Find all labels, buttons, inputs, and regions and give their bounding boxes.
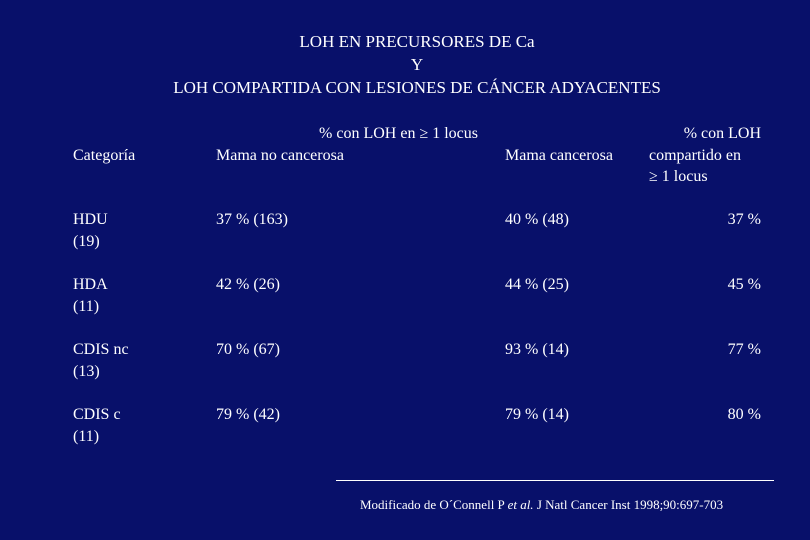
footnote-prefix: Modificado de O´Connell P (360, 497, 508, 512)
header-shared-line-3: ≥ 1 locus (649, 168, 708, 185)
row-cancer-value: 44 % (25) (505, 276, 569, 293)
title-line-2: Y (410, 55, 424, 74)
footnote-suffix: J Natl Cancer Inst 1998;90:697-703 (533, 497, 724, 512)
row-cancer-value: 40 % (48) (505, 211, 569, 228)
header-cancer: Mama cancerosa (505, 147, 613, 164)
footnote-citation (360, 496, 723, 514)
row-count: (19) (73, 233, 100, 250)
row-count: (11) (73, 298, 100, 315)
row-non-cancer-value: 70 % (67) (216, 341, 280, 358)
title-line-1: LOH EN PRECURSORES DE Ca (299, 32, 535, 51)
row-category: HDU (73, 211, 108, 228)
title-line-3: LOH COMPARTIDA CON LESIONES DE CÁNCER ADYACENTES (173, 78, 661, 97)
row-count: (13) (73, 363, 100, 380)
row-cancer-value: 93 % (14) (505, 341, 569, 358)
header-non-cancer: Mama no cancerosa (216, 147, 344, 164)
footnote-et-al: et al. (507, 497, 534, 512)
row-non-cancer-value: 42 % (26) (216, 276, 280, 293)
row-category: HDA (73, 276, 108, 293)
header-shared-line-2: compartido en (649, 147, 741, 164)
row-category: CDIS c (73, 406, 121, 423)
header-shared-line-1: % con LOH (683, 125, 761, 142)
row-shared-value: 77 % (727, 341, 761, 358)
row-count: (11) (73, 428, 100, 445)
row-category: CDIS nc (73, 341, 129, 358)
header-category: Categoría (73, 147, 136, 164)
header-loh-group: % con LOH en ≥ 1 locus (319, 125, 478, 142)
row-shared-value: 37 % (727, 211, 761, 228)
row-non-cancer-value: 37 % (163) (216, 211, 288, 228)
row-non-cancer-value: 79 % (42) (216, 406, 280, 423)
row-cancer-value: 79 % (14) (505, 406, 569, 423)
footnote-divider (336, 480, 774, 481)
row-shared-value: 80 % (727, 406, 761, 423)
row-shared-value: 45 % (727, 276, 761, 293)
